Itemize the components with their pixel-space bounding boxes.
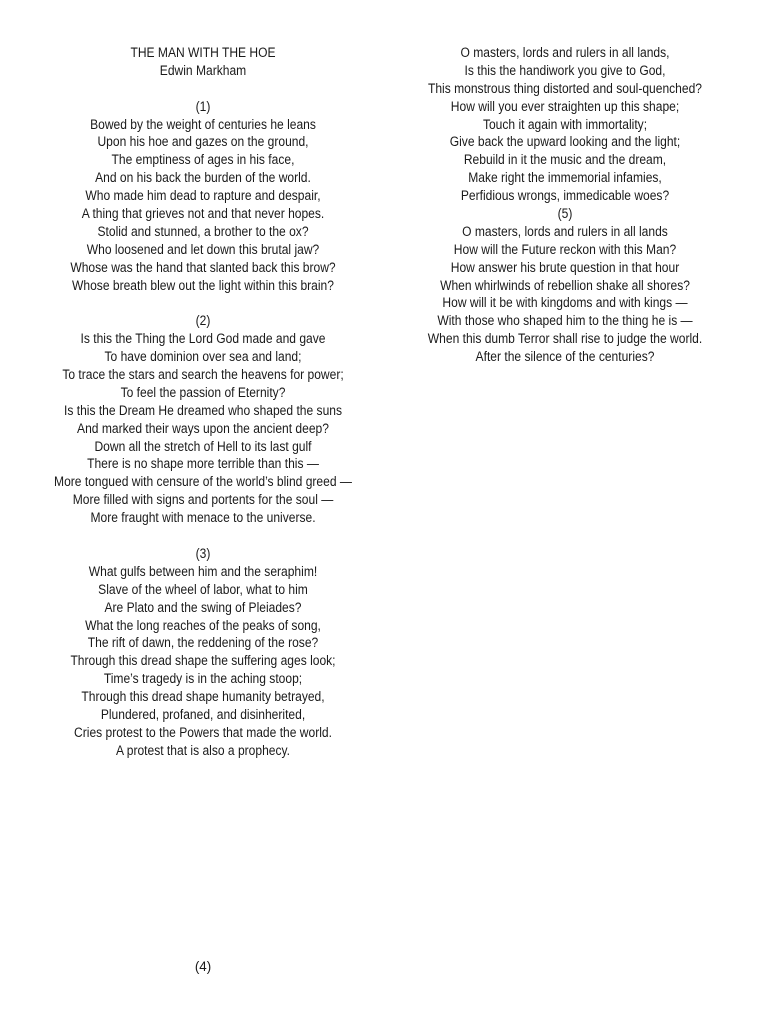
poem-line: Upon his hoe and gazes on the ground, <box>97 134 309 150</box>
right-column <box>409 44 720 366</box>
blank-line <box>20 294 385 312</box>
poem-line: Through this dread shape humanity betrayed, <box>81 689 325 705</box>
poem-line: More fraught with menace to the universe. <box>90 510 316 526</box>
poem-line: There is no shape more terrible than this — <box>87 456 319 472</box>
poem-line: Stolid and stunned, a brother to the ox? <box>97 223 309 239</box>
stanza-3 <box>20 563 385 760</box>
poem-line: And marked their ways upon the ancient deep? <box>77 420 329 436</box>
poem-line: The rift of dawn, the reddening of the rose? <box>87 635 319 651</box>
blank-line <box>20 527 385 545</box>
poem-line: Whose breath blew out the light within this brain? <box>72 277 334 293</box>
poem-line: O masters, lords and rulers in all lands, <box>460 45 670 60</box>
poem-line: Who loosened and let down this brutal jaw? <box>86 241 320 257</box>
poem-line: This monstrous thing distorted and soul-quenched? <box>427 80 702 96</box>
poem-line: A protest that is also a prophecy. <box>116 742 290 758</box>
poem-line: When this dumb Terror shall rise to judge the world. <box>427 331 703 347</box>
poem-line: Through this dread shape the suffering ages look; <box>70 653 336 669</box>
poem-line: Is this the Thing the Lord God made and gave <box>80 331 326 347</box>
poem-line: Is this the handiwork you give to God, <box>464 62 666 78</box>
poem-line: Whose was the hand that slanted back this brow? <box>70 259 336 275</box>
stanza-number: (5) <box>557 206 573 222</box>
poem-line: Time’s tragedy is in the aching stoop; <box>103 671 303 687</box>
poem-line: Is this the Dream He dreamed who shaped the suns <box>63 402 343 418</box>
left-column <box>20 44 385 760</box>
poem-line: Rebuild in it the music and the dream, <box>463 152 667 168</box>
poem-line: Are Plato and the swing of Pleiades? <box>104 599 302 615</box>
poem-line: The emptiness of ages in his face, <box>111 152 295 168</box>
stanza-2 <box>20 330 385 527</box>
stanza-number: (2) <box>195 313 211 329</box>
stanza-4 <box>409 44 720 205</box>
poem-author: Edwin Markham <box>159 62 247 78</box>
poem-line: When whirlwinds of rebellion shake all shores? <box>440 277 690 293</box>
poem-line: And on his back the burden of the world. <box>95 170 311 186</box>
poem-line: With those who shaped him to the thing he is — <box>437 313 693 329</box>
poem-line: More filled with signs and portents for the soul — <box>72 492 334 508</box>
poem-title: THE MAN WITH THE HOE <box>130 45 276 60</box>
poem-line: Slave of the wheel of labor, what to him <box>98 581 308 597</box>
poem-line: Perfidious wrongs, immedicable woes? <box>460 188 670 204</box>
poem-line: How will it be with kingdoms and with kings — <box>442 295 688 311</box>
poem-line: Give back the upward looking and the light; <box>449 134 681 150</box>
poem-line: O masters, lords and rulers in all lands <box>462 223 668 239</box>
poem-line: Bowed by the weight of centuries he leans <box>90 116 316 132</box>
stanza-number: (3) <box>195 545 211 561</box>
poem-line: Who made him dead to rapture and despair, <box>85 188 321 204</box>
blank-line <box>20 80 385 98</box>
poem-line: How will you ever straighten up this shape; <box>450 98 680 114</box>
poem-line: What gulfs between him and the seraphim! <box>88 563 318 579</box>
poem-line: More tongued with censure of the world’s blind greed — <box>54 474 352 490</box>
poem-line: How will the Future reckon with this Man? <box>453 241 677 257</box>
poem-line: How answer his brute question in that hour <box>450 259 680 275</box>
poem-line: To trace the stars and search the heavens for power; <box>62 367 344 383</box>
poem-line: After the silence of the centuries? <box>475 349 655 365</box>
stanza-number: (1) <box>195 98 211 114</box>
poem-line: Down all the stretch of Hell to its last gulf <box>94 438 312 454</box>
stanza-5 <box>409 223 720 366</box>
poem-line: To have dominion over sea and land; <box>104 349 302 365</box>
poem-line: What the long reaches of the peaks of song, <box>85 617 321 633</box>
poem-line: Touch it again with immortality; <box>482 116 648 132</box>
poem-line: Plundered, profaned, and disinherited, <box>100 706 306 722</box>
stanza-1 <box>20 116 385 295</box>
poem-line: To feel the passion of Eternity? <box>120 384 286 400</box>
poem-line: Cries protest to the Powers that made the world. <box>74 724 332 740</box>
stanza-number: (4) <box>194 959 212 974</box>
poem-line: A thing that grieves not and that never hopes. <box>81 206 325 222</box>
poem-line: Make right the immemorial infamies, <box>468 170 662 186</box>
